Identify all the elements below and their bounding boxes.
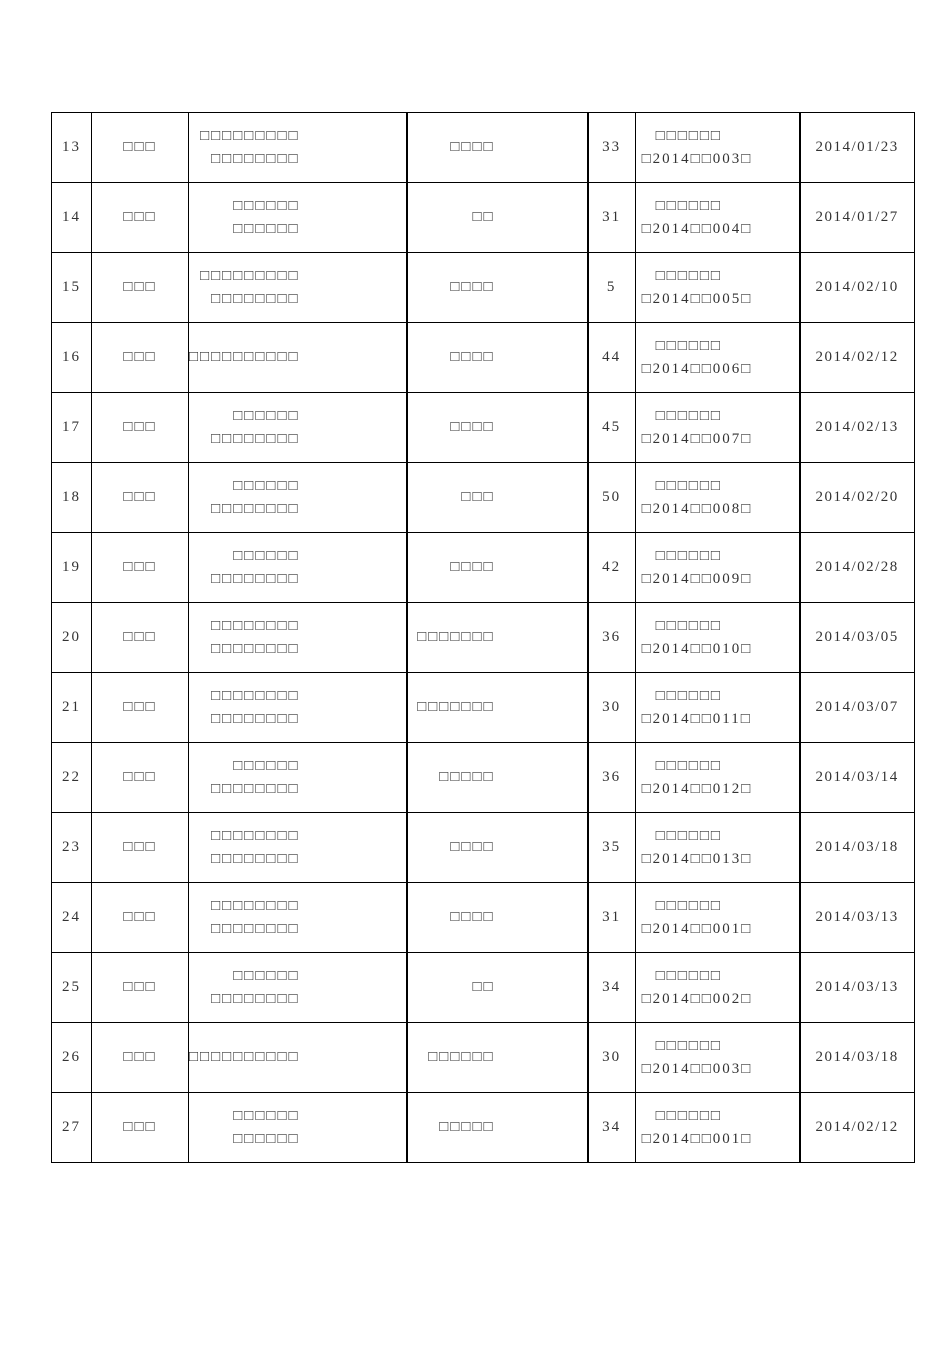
date-cell: 2014/03/14	[800, 743, 915, 813]
address-cell	[189, 183, 407, 253]
person-name: □□□	[92, 393, 189, 463]
person-name: □□□	[92, 463, 189, 533]
table-row	[52, 813, 915, 883]
age-cell: 33	[588, 113, 636, 183]
address-cell	[189, 603, 407, 673]
address-line-2: □□□□□□□□	[211, 150, 300, 167]
address-line-1: □□□□□□□□□	[200, 127, 300, 144]
address-line-1: □□□□□□□□	[211, 617, 300, 634]
table-row	[52, 533, 915, 603]
address-line-2: □□□□□□□□	[211, 780, 300, 797]
row-number: 15	[52, 253, 92, 323]
document-code: □2014□□011□	[641, 710, 752, 727]
document-code: □2014□□004□	[641, 220, 753, 237]
age-cell: 36	[588, 603, 636, 673]
address-line-2: □□□□□□□□	[211, 920, 300, 937]
row-number: 24	[52, 883, 92, 953]
address-cell	[189, 1023, 407, 1093]
row-number: 22	[52, 743, 92, 813]
date-cell: 2014/03/18	[800, 813, 915, 883]
table-row	[52, 183, 915, 253]
address-line-1: □□□□□□	[233, 547, 300, 564]
date-cell: 2014/03/13	[800, 883, 915, 953]
record-table-container	[51, 112, 915, 1163]
address-cell	[189, 393, 407, 463]
row-number: 19	[52, 533, 92, 603]
date-cell: 2014/03/13	[800, 953, 915, 1023]
document-code: □2014□□002□	[641, 990, 753, 1007]
address-line-1: □□□□□□	[233, 197, 300, 214]
address-cell	[189, 113, 407, 183]
row-number: 26	[52, 1023, 92, 1093]
department-cell: □□□□	[407, 113, 588, 183]
person-name: □□□	[92, 603, 189, 673]
table-row	[52, 743, 915, 813]
age-cell: 34	[588, 953, 636, 1023]
department-cell: □□□□	[407, 393, 588, 463]
document-number-cell	[635, 883, 800, 953]
person-name: □□□	[92, 533, 189, 603]
address-line-1: □□□□□□□□	[211, 897, 300, 914]
document-title: □□□□□□	[655, 757, 722, 774]
person-name: □□□	[92, 953, 189, 1023]
table-row	[52, 463, 915, 533]
department-cell: □□	[407, 953, 588, 1023]
address-line-2: □□□□□□□□	[211, 640, 300, 657]
date-cell: 2014/03/05	[800, 603, 915, 673]
address-line-1: □□□□□□	[233, 757, 300, 774]
address-cell	[189, 533, 407, 603]
department-cell: □□□	[407, 463, 588, 533]
address-cell	[189, 743, 407, 813]
document-number-cell	[635, 113, 800, 183]
date-cell: 2014/01/27	[800, 183, 915, 253]
document-number-cell	[635, 953, 800, 1023]
department-cell: □□□□	[407, 533, 588, 603]
document-code: □2014□□003□	[641, 1060, 753, 1077]
document-title: □□□□□□	[655, 547, 722, 564]
document-title: □□□□□□	[655, 897, 722, 914]
address-line-2: □□□□□□□□	[211, 290, 300, 307]
person-name: □□□	[92, 323, 189, 393]
address-line-2: □□□□□□□□	[211, 430, 300, 447]
address-line-1: □□□□□□□□□□	[189, 349, 300, 365]
document-code: □2014□□010□	[641, 640, 753, 657]
address-cell	[189, 323, 407, 393]
document-number-cell	[635, 323, 800, 393]
document-number-cell	[635, 673, 800, 743]
document-code: □2014□□008□	[641, 500, 753, 517]
address-cell	[189, 673, 407, 743]
department-cell: □□□□□	[407, 743, 588, 813]
person-name: □□□	[92, 1093, 189, 1163]
document-number-cell	[635, 533, 800, 603]
row-number: 16	[52, 323, 92, 393]
age-cell: 30	[588, 673, 636, 743]
document-number-cell	[635, 183, 800, 253]
address-line-1: □□□□□□	[233, 477, 300, 494]
age-cell: 35	[588, 813, 636, 883]
record-table-body	[52, 113, 915, 1163]
document-title: □□□□□□	[655, 687, 722, 704]
department-cell: □□□□□	[407, 1093, 588, 1163]
row-number: 18	[52, 463, 92, 533]
table-row	[52, 883, 915, 953]
address-cell	[189, 253, 407, 323]
date-cell: 2014/01/23	[800, 113, 915, 183]
document-title: □□□□□□	[655, 967, 722, 984]
document-code: □2014□□007□	[641, 430, 753, 447]
date-cell: 2014/03/18	[800, 1023, 915, 1093]
age-cell: 5	[588, 253, 636, 323]
address-line-1: □□□□□□□□	[211, 827, 300, 844]
date-cell: 2014/02/28	[800, 533, 915, 603]
address-line-2: □□□□□□□□	[211, 500, 300, 517]
age-cell: 42	[588, 533, 636, 603]
person-name: □□□	[92, 1023, 189, 1093]
address-line-2: □□□□□□	[233, 220, 300, 237]
department-cell: □□	[407, 183, 588, 253]
department-cell: □□□□□□□	[407, 603, 588, 673]
date-cell: 2014/02/20	[800, 463, 915, 533]
age-cell: 31	[588, 183, 636, 253]
table-row	[52, 323, 915, 393]
age-cell: 36	[588, 743, 636, 813]
row-number: 27	[52, 1093, 92, 1163]
document-number-cell	[635, 253, 800, 323]
document-number-cell	[635, 813, 800, 883]
table-row	[52, 393, 915, 463]
address-cell	[189, 813, 407, 883]
address-cell	[189, 463, 407, 533]
address-cell	[189, 883, 407, 953]
document-title: □□□□□□	[655, 617, 722, 634]
document-number-cell	[635, 393, 800, 463]
person-name: □□□	[92, 743, 189, 813]
address-cell	[189, 953, 407, 1023]
document-code: □2014□□003□	[641, 150, 753, 167]
document-code: □2014□□012□	[641, 780, 753, 797]
person-name: □□□	[92, 113, 189, 183]
document-code: □2014□□005□	[641, 290, 753, 307]
document-title: □□□□□□	[655, 127, 722, 144]
document-title: □□□□□□	[655, 197, 722, 214]
department-cell: □□□□□□□	[407, 673, 588, 743]
document-number-cell	[635, 603, 800, 673]
document-title: □□□□□□	[655, 337, 722, 354]
age-cell: 30	[588, 1023, 636, 1093]
person-name: □□□	[92, 183, 189, 253]
person-name: □□□	[92, 253, 189, 323]
age-cell: 44	[588, 323, 636, 393]
document-code: □2014□□001□	[641, 920, 753, 937]
table-row	[52, 953, 915, 1023]
table-row	[52, 673, 915, 743]
address-line-1: □□□□□□□□	[211, 687, 300, 704]
table-row	[52, 253, 915, 323]
document-number-cell	[635, 1023, 800, 1093]
row-number: 25	[52, 953, 92, 1023]
document-title: □□□□□□	[655, 1107, 722, 1124]
document-title: □□□□□□	[655, 407, 722, 424]
department-cell: □□□□	[407, 323, 588, 393]
department-cell: □□□□	[407, 813, 588, 883]
document-code: □2014□□001□	[641, 1130, 753, 1147]
address-line-2: □□□□□□□□	[211, 850, 300, 867]
address-line-1: □□□□□□	[233, 967, 300, 984]
date-cell: 2014/02/13	[800, 393, 915, 463]
age-cell: 50	[588, 463, 636, 533]
date-cell: 2014/03/07	[800, 673, 915, 743]
document-number-cell	[635, 743, 800, 813]
document-number-cell	[635, 463, 800, 533]
document-code: □2014□□006□	[641, 360, 753, 377]
department-cell: □□□□□□	[407, 1023, 588, 1093]
record-table	[51, 112, 915, 1163]
row-number: 23	[52, 813, 92, 883]
address-line-2: □□□□□□□□	[211, 710, 300, 727]
date-cell: 2014/02/12	[800, 323, 915, 393]
row-number: 14	[52, 183, 92, 253]
address-cell	[189, 1093, 407, 1163]
date-cell: 2014/02/10	[800, 253, 915, 323]
row-number: 13	[52, 113, 92, 183]
document-number-cell	[635, 1093, 800, 1163]
address-line-1: □□□□□□□□□□	[189, 1049, 300, 1065]
row-number: 20	[52, 603, 92, 673]
date-cell: 2014/02/12	[800, 1093, 915, 1163]
row-number: 21	[52, 673, 92, 743]
document-title: □□□□□□	[655, 267, 722, 284]
table-row	[52, 1093, 915, 1163]
department-cell: □□□□	[407, 253, 588, 323]
age-cell: 34	[588, 1093, 636, 1163]
table-row	[52, 113, 915, 183]
address-line-2: □□□□□□	[233, 1130, 300, 1147]
age-cell: 31	[588, 883, 636, 953]
address-line-1: □□□□□□	[233, 407, 300, 424]
document-title: □□□□□□	[655, 1037, 722, 1054]
address-line-2: □□□□□□□□	[211, 990, 300, 1007]
table-row	[52, 1023, 915, 1093]
address-line-1: □□□□□□	[233, 1107, 300, 1124]
document-code: □2014□□009□	[641, 570, 753, 587]
person-name: □□□	[92, 673, 189, 743]
person-name: □□□	[92, 813, 189, 883]
address-line-2: □□□□□□□□	[211, 570, 300, 587]
document-title: □□□□□□	[655, 477, 722, 494]
document-code: □2014□□013□	[641, 850, 753, 867]
address-line-1: □□□□□□□□□	[200, 267, 300, 284]
row-number: 17	[52, 393, 92, 463]
department-cell: □□□□	[407, 883, 588, 953]
table-row	[52, 603, 915, 673]
person-name: □□□	[92, 883, 189, 953]
age-cell: 45	[588, 393, 636, 463]
document-title: □□□□□□	[655, 827, 722, 844]
